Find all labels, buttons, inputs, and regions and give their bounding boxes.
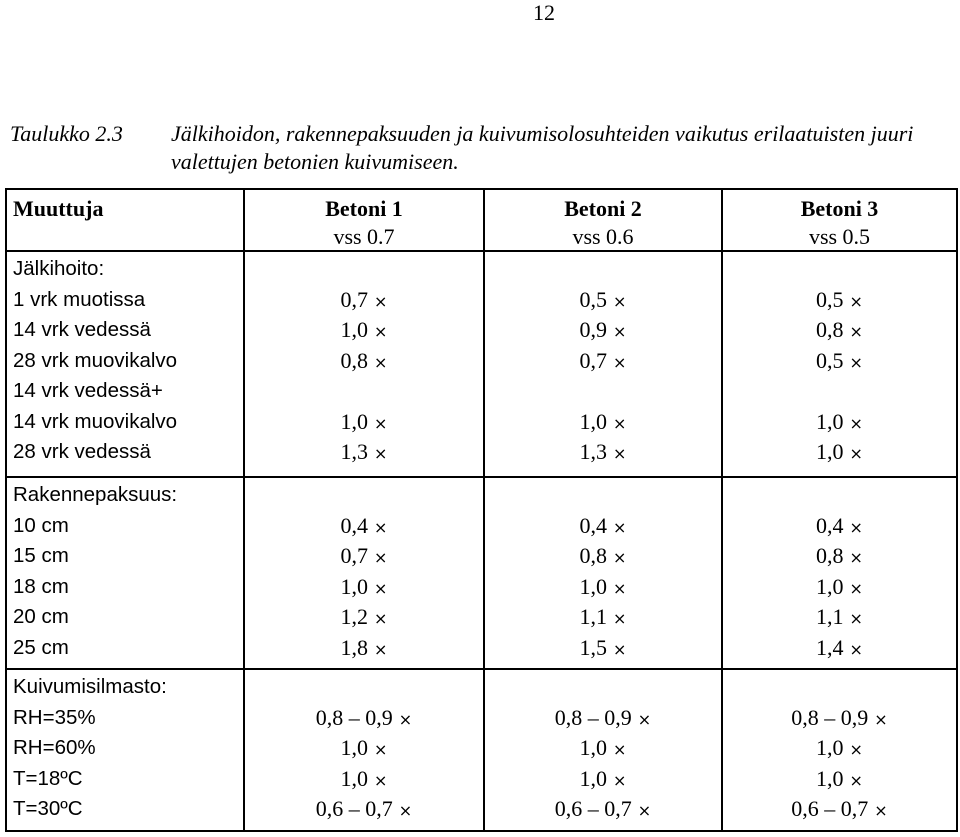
multiply-icon: ×: [849, 322, 863, 341]
spacer: [723, 480, 956, 511]
multiply-icon: ×: [398, 801, 413, 820]
value-text: 1,0: [340, 765, 369, 791]
values-betoni-3-kuivumisilmasto: [723, 672, 956, 825]
multiply-icon: ×: [849, 517, 863, 537]
value-text: 1,0: [340, 573, 369, 599]
table-border-top: [5, 188, 958, 190]
value-cell: [245, 733, 483, 764]
value-cell: [245, 633, 483, 664]
section-divider: [5, 668, 958, 670]
value-cell: [485, 437, 721, 468]
row-label: T=30ºC: [13, 797, 83, 820]
multiply-icon: ×: [849, 770, 863, 790]
value-cell: [245, 437, 483, 468]
column-subheader: vss 0.6: [572, 224, 634, 249]
multiply-icon: ×: [613, 413, 627, 433]
value-cell: [723, 285, 956, 316]
value-text: 0,6 – 0,7: [554, 796, 632, 821]
value-cell: [485, 733, 721, 764]
value-cell: [485, 633, 721, 664]
row-label: 28 vrk vedessä: [13, 440, 151, 463]
spacer: [723, 672, 956, 703]
value-cell: [485, 794, 721, 825]
row-label: 14 vrk muovikalvo: [13, 409, 178, 433]
value-cell: [485, 764, 721, 795]
row-label: RH=60%: [13, 736, 96, 759]
row-label: RH=35%: [13, 705, 96, 729]
value-text: 0,5: [579, 286, 608, 312]
value-text: 0,8 – 0,9: [554, 704, 632, 730]
value-text: 0,5: [816, 347, 844, 373]
row-label: 18 cm: [13, 574, 69, 598]
value-cell: [723, 703, 956, 734]
multiply-icon: ×: [374, 517, 388, 537]
multiply-icon: ×: [849, 444, 863, 463]
values-betoni-2-jalkihoito: [485, 254, 721, 468]
value-cell: [245, 346, 483, 377]
table-border-left: [5, 188, 7, 832]
value-cell: [485, 376, 721, 407]
value-text: 1,3: [340, 439, 369, 464]
value-cell: [723, 407, 956, 438]
value-cell: [723, 764, 956, 795]
multiply-icon: ×: [374, 639, 388, 659]
multiply-icon: ×: [374, 578, 388, 598]
multiply-icon: ×: [613, 609, 627, 628]
values-betoni-1-jalkihoito: [245, 254, 483, 468]
values-betoni-1-rakennepaksuus: [245, 480, 483, 663]
value-cell: [245, 511, 483, 542]
value-text: 1,0: [579, 735, 608, 760]
values-betoni-2-kuivumisilmasto: [485, 672, 721, 825]
multiply-icon: ×: [849, 740, 863, 759]
value-text: 1,0: [816, 439, 844, 464]
value-cell: [245, 541, 483, 572]
page-number: 12: [533, 0, 555, 25]
section-kuivumisilmasto: [13, 672, 167, 825]
value-cell: [723, 541, 956, 572]
caption-text: Jälkihoidon, rakennepaksuuden ja kuivumisolosuhteiden vaikutus erilaatuisten juuri valettujen betonien kuivumiseen.: [171, 121, 914, 174]
column-header: Betoni 3: [800, 196, 879, 221]
multiply-icon: ×: [613, 548, 627, 567]
multiply-icon: ×: [849, 413, 863, 433]
multiply-icon: ×: [398, 709, 413, 729]
value-text: 1,0: [579, 765, 608, 791]
multiply-icon: ×: [849, 548, 863, 567]
multiply-icon: ×: [849, 578, 863, 598]
value-text: 1,0: [816, 408, 844, 434]
multiply-icon: ×: [613, 770, 627, 790]
value-text: 0,7: [340, 543, 369, 568]
value-text: 1,0: [579, 573, 608, 599]
value-text: 1,0: [816, 573, 844, 599]
value-text: 0,8: [340, 347, 369, 373]
header-divider: [5, 250, 958, 252]
multiply-icon: ×: [374, 609, 388, 628]
value-cell: [245, 602, 483, 633]
multiply-icon: ×: [374, 352, 388, 372]
value-text: 1,0: [340, 317, 369, 342]
value-cell: [485, 346, 721, 377]
row-label: T=18ºC: [13, 766, 83, 790]
value-cell: [485, 407, 721, 438]
multiply-icon: ×: [374, 444, 388, 463]
value-cell: [485, 285, 721, 316]
table-border-right: [956, 188, 958, 832]
value-cell: [723, 315, 956, 346]
value-cell: [245, 285, 483, 316]
multiply-icon: ×: [874, 801, 888, 820]
value-text: 0,8: [816, 317, 844, 342]
table-border-bottom: [5, 830, 958, 832]
value-text: 1,4: [816, 634, 844, 660]
multiply-icon: ×: [613, 352, 627, 372]
values-betoni-1-kuivumisilmasto: [245, 672, 483, 825]
value-cell: [485, 602, 721, 633]
row-label: 25 cm: [13, 635, 69, 659]
value-cell: [245, 315, 483, 346]
multiply-icon: ×: [849, 609, 863, 628]
value-cell: [723, 376, 956, 407]
value-cell: [485, 703, 721, 734]
value-text: 1,0: [816, 735, 844, 760]
value-cell: [723, 794, 956, 825]
value-cell: [485, 315, 721, 346]
multiply-icon: ×: [849, 352, 863, 372]
variable-header: Muuttuja: [13, 196, 104, 221]
value-cell: [723, 602, 956, 633]
value-text: 1,5: [579, 634, 608, 660]
spacer: [245, 672, 483, 703]
row-label: 1 vrk muotissa: [13, 287, 146, 311]
section-title: Rakennepaksuus:: [13, 483, 178, 506]
row-label: 10 cm: [13, 513, 69, 537]
value-text: 1,0: [816, 765, 844, 791]
value-cell: [723, 437, 956, 468]
value-cell: [485, 511, 721, 542]
section-divider: [5, 476, 958, 478]
multiply-icon: ×: [374, 740, 388, 759]
value-cell: [245, 407, 483, 438]
multiply-icon: ×: [374, 322, 388, 341]
value-text: 0,4: [579, 512, 608, 538]
value-cell: [723, 511, 956, 542]
row-label: 28 vrk muovikalvo: [13, 348, 178, 372]
value-cell: [723, 733, 956, 764]
section-jalkihoito: [13, 254, 177, 468]
values-betoni-3-rakennepaksuus: [723, 480, 956, 663]
multiply-icon: ×: [849, 291, 863, 311]
multiply-icon: ×: [613, 322, 627, 341]
value-text: 1,1: [579, 604, 608, 629]
section-title: Kuivumisilmasto:: [13, 675, 167, 698]
multiply-icon: ×: [613, 578, 627, 598]
value-text: 1,0: [340, 408, 369, 434]
value-text: 1,2: [340, 604, 369, 629]
value-text: 1,1: [816, 604, 844, 629]
value-cell: [245, 572, 483, 603]
value-text: 0,6 – 0,7: [315, 796, 393, 821]
value-text: 0,8 – 0,9: [791, 704, 869, 730]
value-text: 0,8 – 0,9: [315, 704, 393, 730]
spacer: [245, 254, 483, 285]
value-text: 1,8: [340, 634, 369, 660]
value-text: 0,8: [579, 543, 608, 568]
multiply-icon: ×: [374, 291, 388, 311]
values-betoni-3-jalkihoito: [723, 254, 956, 468]
multiply-icon: ×: [613, 639, 627, 659]
column-subheader: vss 0.7: [333, 224, 395, 249]
value-text: 0,9: [579, 317, 608, 342]
column-subheader: vss 0.5: [808, 224, 871, 249]
value-cell: [245, 703, 483, 734]
section-title: Jälkihoito:: [13, 257, 105, 280]
value-text: 0,7: [579, 347, 608, 373]
multiply-icon: ×: [613, 444, 627, 463]
value-text: 1,0: [579, 408, 608, 434]
multiply-icon: ×: [637, 801, 652, 820]
multiply-icon: ×: [874, 709, 888, 729]
value-text: 0,7: [340, 286, 369, 312]
value-cell: [245, 376, 483, 407]
value-cell: [723, 633, 956, 664]
row-label: 14 vrk vedessä+: [13, 379, 163, 402]
value-text: 0,4: [340, 512, 369, 538]
value-text: 1,0: [340, 735, 369, 760]
multiply-icon: ×: [849, 639, 863, 659]
value-text: 0,5: [816, 286, 844, 312]
multiply-icon: ×: [637, 709, 652, 729]
value-text: 1,3: [579, 439, 608, 464]
value-cell: [723, 572, 956, 603]
multiply-icon: ×: [374, 413, 388, 433]
spacer: [245, 480, 483, 511]
value-cell: [723, 346, 956, 377]
multiply-icon: ×: [613, 517, 627, 537]
multiply-icon: ×: [374, 770, 388, 790]
value-cell: [245, 794, 483, 825]
multiply-icon: ×: [613, 740, 627, 759]
row-label: 15 cm: [13, 544, 69, 567]
spacer: [485, 672, 721, 703]
multiply-icon: ×: [613, 291, 627, 311]
row-label: 20 cm: [13, 605, 69, 628]
row-label: 14 vrk vedessä: [13, 318, 151, 341]
section-rakennepaksuus: [13, 480, 177, 663]
value-cell: [485, 541, 721, 572]
values-betoni-2-rakennepaksuus: [485, 480, 721, 663]
value-text: 0,8: [816, 543, 844, 568]
value-cell: [485, 572, 721, 603]
value-text: 0,4: [816, 512, 844, 538]
column-header: Betoni 1: [325, 196, 403, 221]
data-table: [5, 188, 958, 832]
column-header: Betoni 2: [564, 196, 642, 221]
value-cell: [245, 764, 483, 795]
spacer: [485, 254, 721, 285]
caption-label: Taulukko 2.3: [10, 121, 123, 146]
value-text: 0,6 – 0,7: [791, 796, 869, 821]
spacer: [723, 254, 956, 285]
spacer: [485, 480, 721, 511]
multiply-icon: ×: [374, 548, 388, 567]
